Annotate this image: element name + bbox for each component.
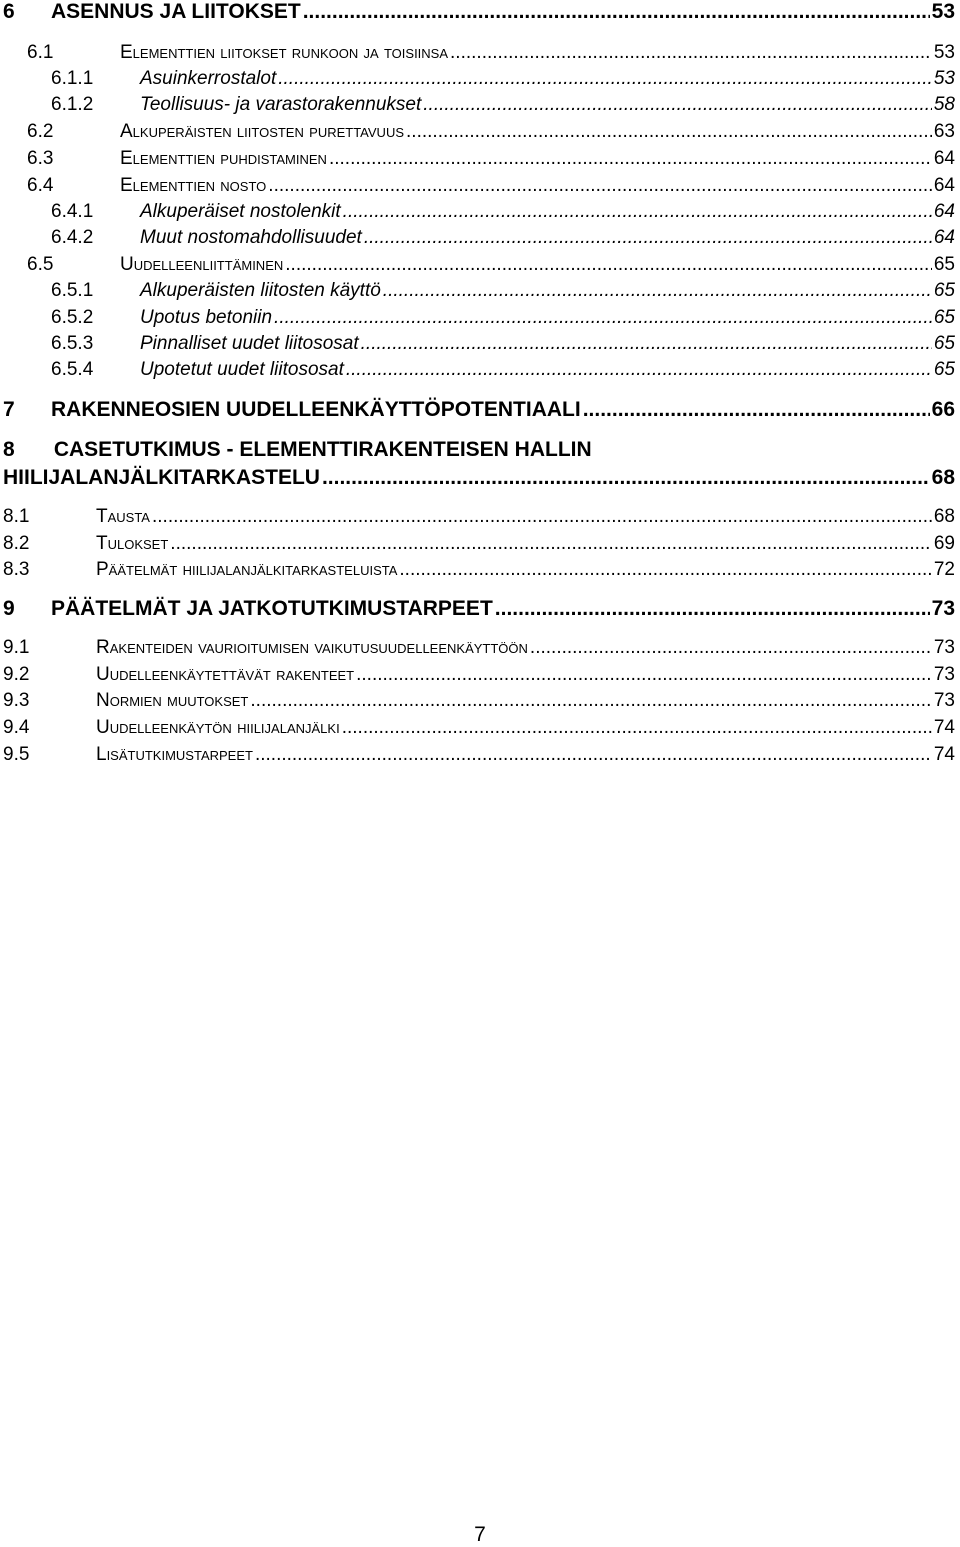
toc-entry-page: 53 <box>931 0 955 23</box>
toc-entry-title: Teollisuus- ja varastorakennukset <box>140 94 422 115</box>
toc-entry-page: 72 <box>933 559 955 580</box>
toc-entry-page: 73 <box>933 637 955 658</box>
leader-dots <box>342 717 932 739</box>
toc-entry-title: ASENNUS JA LIITOKSET <box>51 0 301 23</box>
toc-entry-6-4-1[interactable] <box>0 201 955 223</box>
toc-entry-8-line1[interactable] <box>3 438 955 462</box>
toc-entry-number: 6.2 <box>27 121 54 142</box>
leader-dots <box>356 664 932 686</box>
toc-entry-6-4-2[interactable] <box>0 227 955 249</box>
toc-entry-9-2[interactable] <box>0 664 955 686</box>
leader-dots <box>364 227 932 249</box>
toc-entry-page: 65 <box>933 254 955 275</box>
toc-entry-title: Alkuperäisten liitosten purettavuus <box>120 121 405 142</box>
toc-entry-9-1[interactable] <box>0 637 955 659</box>
toc-entry-title: Lisätutkimustarpeet <box>96 744 253 765</box>
toc-entry-title: Tulokset <box>96 533 169 554</box>
leader-dots <box>268 175 932 197</box>
leader-dots <box>250 690 931 712</box>
toc-entry-title: Rakenteiden vaurioitumisen vaikutusuudelleenkäyttöön <box>96 637 528 658</box>
toc-entry-number: 8 <box>3 438 15 461</box>
toc-entry-page: 65 <box>933 307 955 328</box>
leader-dots <box>383 280 932 302</box>
toc-entry-page: 68 <box>931 466 955 489</box>
leader-dots <box>406 121 932 143</box>
leader-dots <box>399 559 931 581</box>
toc-entry-number: 6.4.2 <box>51 227 94 248</box>
toc-entry-number: 6.5.3 <box>51 333 94 354</box>
leader-dots <box>278 68 932 90</box>
leader-dots <box>255 744 932 766</box>
toc-entry-7[interactable] <box>0 398 955 422</box>
toc-entry-title: RAKENNEOSIEN UUDELLEENKÄYTTÖPOTENTIAALI <box>51 398 581 421</box>
toc-entry-title: Uudelleenliittäminen <box>120 254 284 275</box>
toc-entry-page: 73 <box>933 664 955 685</box>
toc-entry-page: 69 <box>933 533 955 554</box>
toc-entry-6-5-2[interactable] <box>0 307 955 329</box>
toc-entry-number: 6.3 <box>27 148 54 169</box>
toc-entry-page: 63 <box>933 121 955 142</box>
toc-entry-number: 6.5.4 <box>51 359 94 380</box>
toc-entry-8-2[interactable] <box>0 533 955 555</box>
toc-entry-title: Alkuperäisten liitosten käyttö <box>140 280 381 301</box>
leader-dots <box>583 398 930 422</box>
toc-entry-8-3[interactable] <box>0 559 955 581</box>
toc-entry-page: 74 <box>933 717 955 738</box>
toc-entry-6-1[interactable] <box>0 42 955 64</box>
toc-entry-6-5[interactable] <box>0 254 955 276</box>
leader-dots <box>423 94 932 116</box>
toc-entry-page: 64 <box>933 175 955 196</box>
toc-entry-title: Elementtien liitokset runkoon ja toisiinsa <box>120 42 449 63</box>
toc-entry-number: 9 <box>3 597 15 620</box>
toc-entry-number: 6.5.1 <box>51 280 94 301</box>
toc-entry-6-5-1[interactable] <box>0 280 955 302</box>
toc-entry-number: 8.2 <box>3 533 30 554</box>
toc-entry-number: 8.1 <box>3 506 30 527</box>
leader-dots <box>530 637 932 659</box>
leader-dots <box>274 307 932 329</box>
toc-entry-number: 9.5 <box>3 744 30 765</box>
toc-entry-6-4[interactable] <box>0 175 955 197</box>
toc-entry-number: 6.5.2 <box>51 307 94 328</box>
toc-entry-page: 53 <box>933 42 955 63</box>
toc-entry-8-1[interactable] <box>0 506 955 528</box>
toc-entry-number: 9.3 <box>3 690 30 711</box>
toc-entry-6-2[interactable] <box>0 121 955 143</box>
toc-entry-page: 74 <box>933 744 955 765</box>
toc-entry-title: Upotus betoniin <box>140 307 273 328</box>
toc-entry-title: Uudelleenkäytön hiilijalanjälki <box>96 717 340 738</box>
toc-entry-title: PÄÄTELMÄT JA JATKOTUTKIMUSTARPEET <box>51 597 493 620</box>
toc-entry-number: 9.4 <box>3 717 30 738</box>
toc-entry-title: Päätelmät hiilijalanjälkitarkasteluista <box>96 559 398 580</box>
leader-dots <box>322 466 930 490</box>
toc-entry-6-1-2[interactable] <box>0 94 955 116</box>
toc-entry-6-1-1[interactable] <box>0 68 955 90</box>
toc-entry-title: Muut nostomahdollisuudet <box>140 227 362 248</box>
toc-entry-title: Upotetut uudet liitososat <box>140 359 344 380</box>
leader-dots <box>303 0 930 24</box>
toc-entry-page: 65 <box>933 280 955 301</box>
toc-entry-6-5-3[interactable] <box>0 333 955 355</box>
toc-entry-9-5[interactable] <box>0 744 955 766</box>
toc-entry-title: Normien muutokset <box>96 690 249 711</box>
toc-entry-8[interactable] <box>0 466 955 490</box>
toc-entry-page: 64 <box>933 227 955 248</box>
toc-entry-page: 73 <box>931 597 955 620</box>
leader-dots <box>285 254 932 276</box>
leader-dots <box>495 597 930 621</box>
toc-entry-page: 64 <box>933 148 955 169</box>
toc-entry-number: 6.1 <box>27 42 54 63</box>
toc-entry-number: 8.3 <box>3 559 30 580</box>
toc-entry-number: 6.4.1 <box>51 201 94 222</box>
leader-dots <box>361 333 932 355</box>
toc-entry-title: Alkuperäiset nostolenkit <box>140 201 341 222</box>
toc-entry-title: Elementtien nosto <box>120 175 267 196</box>
toc-entry-page: 58 <box>933 94 955 115</box>
toc-entry-title: Tausta <box>96 506 150 527</box>
toc-entry-page: 64 <box>933 201 955 222</box>
leader-dots <box>152 506 932 528</box>
toc-entry-page: 65 <box>933 333 955 354</box>
toc-entry-page: 65 <box>933 359 955 380</box>
leader-dots <box>170 533 932 555</box>
leader-dots <box>329 148 932 170</box>
toc-entry-page: 66 <box>931 398 955 421</box>
toc-entry-title: Uudelleenkäytettävät rakenteet <box>96 664 355 685</box>
toc-entry-6[interactable] <box>0 0 955 24</box>
toc-entry-title: Asuinkerrostalot <box>140 68 277 89</box>
toc-entry-9[interactable] <box>0 597 955 621</box>
toc-entry-number: 9.2 <box>3 664 30 685</box>
leader-dots <box>343 201 932 223</box>
page-number: 7 <box>474 1523 486 1546</box>
toc-entry-6-5-4[interactable] <box>0 359 955 381</box>
toc-entry-number: 7 <box>3 398 15 421</box>
toc-entry-title: HIILIJALANJÄLKITARKASTELU <box>3 466 320 489</box>
toc-entry-title: CASETUTKIMUS - ELEMENTTIRAKENTEISEN HALLIN <box>53 438 592 461</box>
leader-dots <box>450 42 932 64</box>
toc-entry-number: 9.1 <box>3 637 30 658</box>
toc-entry-9-4[interactable] <box>0 717 955 739</box>
toc-entry-number: 6.5 <box>27 254 54 275</box>
toc-entry-number: 6.1.2 <box>51 94 94 115</box>
toc-entry-page: 73 <box>933 690 955 711</box>
leader-dots <box>346 359 932 381</box>
toc-entry-number: 6 <box>3 0 15 23</box>
toc-entry-number: 6.1.1 <box>51 68 94 89</box>
toc-entry-9-3[interactable] <box>0 690 955 712</box>
toc-entry-title: Pinnalliset uudet liitososat <box>140 333 359 354</box>
toc-entry-6-3[interactable] <box>0 148 955 170</box>
toc-entry-page: 68 <box>933 506 955 527</box>
toc-entry-page: 53 <box>933 68 955 89</box>
toc-entry-title: Elementtien puhdistaminen <box>120 148 327 169</box>
toc-entry-number: 6.4 <box>27 175 54 196</box>
